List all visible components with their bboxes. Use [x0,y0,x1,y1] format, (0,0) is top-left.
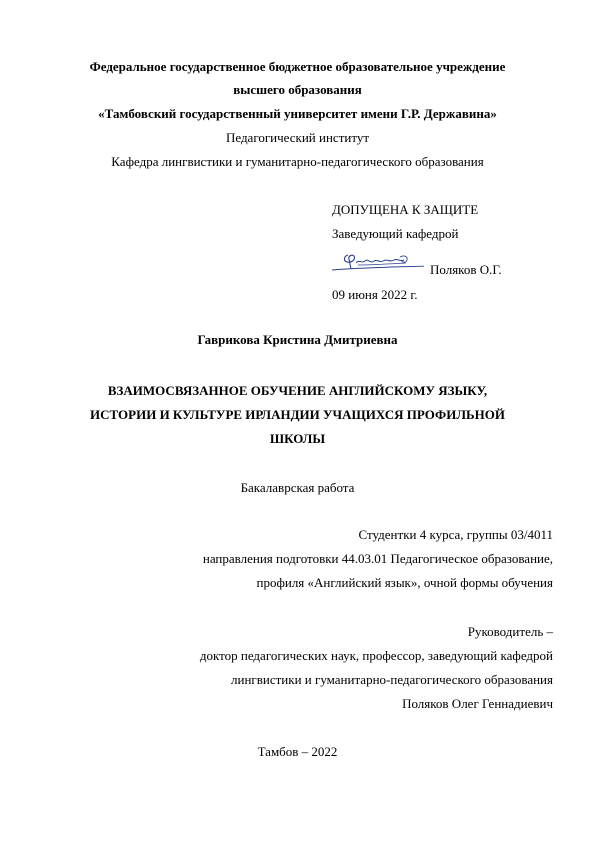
supervisor-name: Поляков Олег Геннадиевич [402,696,553,711]
thesis-title-line-3: ШКОЛЫ [269,431,326,446]
approval-name: Поляков О.Г. [430,262,502,277]
city-year: Тамбов – 2022 [257,744,338,759]
thesis-title-line-2: ИСТОРИИ И КУЛЬТУРЕ ИРЛАНДИИ УЧАЩИХСЯ ПРОФИЛЬНОЙ [90,407,505,422]
student-line-3: профиля «Английский язык», очной формы обучения [256,575,553,590]
header-line-1: Федеральное государственное бюджетное образовательное учреждение [89,59,506,74]
signature-image [330,250,426,276]
approval-position: Заведующий кафедрой [332,226,459,241]
supervisor-department: лингвистики и гуманитарно-педагогического образования [231,672,553,687]
student-line-1: Студентки 4 курса, группы 03/4011 [358,527,553,542]
approval-title: ДОПУЩЕНА К ЗАЩИТЕ [332,202,479,217]
thesis-title-line-1: ВЗАИМОСВЯЗАННОЕ ОБУЧЕНИЕ АНГЛИЙСКОМУ ЯЗЫКУ, [107,383,488,398]
supervisor-label: Руководитель – [467,624,553,639]
author-name: Гаврикова Кристина Дмитриевна [197,332,398,347]
university-name: «Тамбовский государственный университет имени Г.Р. Державина» [98,106,497,121]
header-line-2: высшего образования [233,82,362,97]
approval-date: 09 июня 2022 г. [332,287,418,302]
department-name: Кафедра лингвистики и гуманитарно-педагогического образования [111,154,484,169]
student-line-2: направления подготовки 44.03.01 Педагогическое образование, [202,551,553,566]
work-type: Бакалаврская работа [240,480,355,495]
supervisor-degree: доктор педагогических наук, профессор, заведующий кафедрой [199,648,553,663]
institute-name: Педагогический институт [225,130,370,145]
